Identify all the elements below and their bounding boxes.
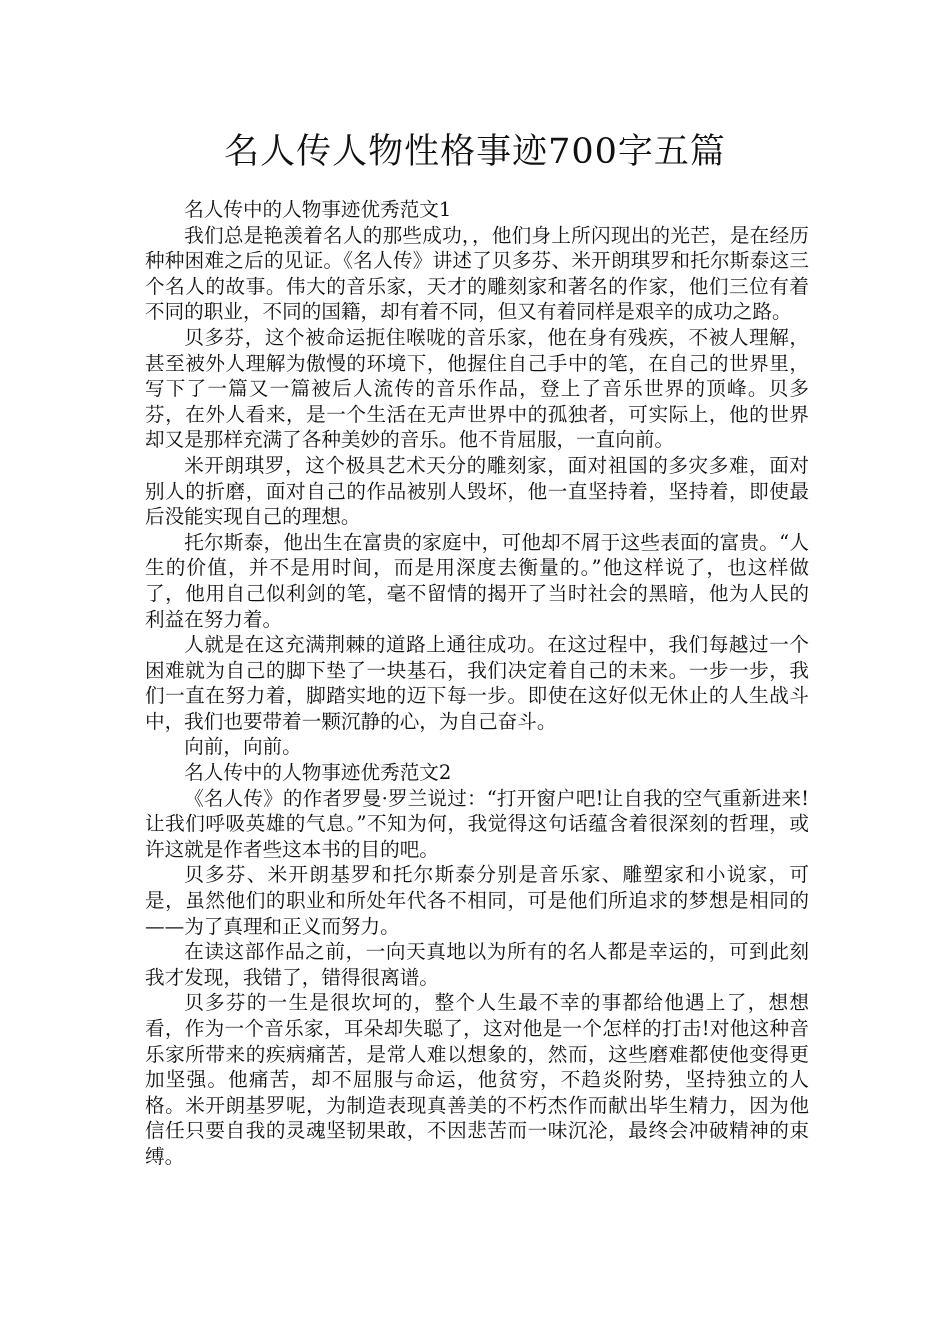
paragraph: 人就是在这充满荆棘的道路上通往成功。在这过程中，我们每越过一个困难就为自己的脚下垫了一块基石，我们决定着自己的未来。一步一步，我们一直在努力着，脚踏实地的迈下每一步。即使在这好似无休止的人生战斗中，我们也要带着一颗沉静的心，为自己奋斗。 <box>145 633 809 733</box>
paragraph: 贝多芬、米开朗基罗和托尔斯泰分别是音乐家、雕塑家和小说家，可是，虽然他们的职业和所处年代各不相同，可是他们所追求的梦想是相同的——为了真理和正义而努力。 <box>145 863 809 938</box>
paragraph: 向前，向前。 <box>184 735 302 759</box>
document-title: 名人传人物性格事迹700字五篇 <box>224 132 726 172</box>
document-body <box>145 197 809 1170</box>
paragraph: 《名人传》的作者罗曼·罗兰说过：“打开窗户吧!让自我的空气重新进来!让我们呼吸英雄的气息。”不知为何，我觉得这句话蕴含着很深刻的哲理，或许这就是作者些这本书的目的吧。 <box>145 786 809 861</box>
paragraph: 贝多芬，这个被命运扼住喉咙的音乐家，他在身有残疾，不被人理解，甚至被外人理解为傲慢的环境下，他握住自己手中的笔，在自己的世界里，写下了一篇又一篇被后人流传的音乐作品，登上了音乐世界的顶峰。贝多芬，在外人看来，是一个生活在无声世界中的孤独者，可实际上，他的世界却又是那样充满了各种美妙的音乐。他不肯屈服，一直向前。 <box>145 325 809 452</box>
section-heading: 名人传中的人物事迹优秀范文2 <box>184 761 452 785</box>
paragraph: 贝多芬的一生是很坎坷的，整个人生最不幸的事都给他遇上了，想想看，作为一个音乐家，耳朵却失聪了，这对他是一个怎样的打击!对他这种音乐家所带来的疾病痛苦，是常人难以想象的，然而，这些磨难都使他变得更加坚强。他痛苦，却不屈服与命运，他贫穷，不趋炎附势，坚持独立的人格。米开朗基罗呢，为制造表现真善美的不朽杰作而献出毕生精力，因为他信任只要自我的灵魂坚韧果敢，不因悲苦而一味沉沦，最终会冲破精神的束缚。 <box>145 991 809 1168</box>
paragraph: 在读这部作品之前，一向天真地以为所有的名人都是幸运的，可到此刻我才发现，我错了，错得很离谱。 <box>145 940 809 989</box>
paragraph: 米开朗琪罗，这个极具艺术天分的雕刻家，面对祖国的多灾多难，面对别人的折磨，面对自己的作品被别人毁坏，他一直坚持着，坚持着，即使最后没能实现自己的理想。 <box>145 453 809 529</box>
paragraph: 我们总是艳羡着名人的那些成功，，他们身上所闪现出的光芒，是在经历种种困难之后的见证。《名人传》讲述了贝多芬、米开朗琪罗和托尔斯泰这三个名人的故事。伟大的音乐家，天才的雕刻家和著名的作家，他们三位有着不同的职业，不同的国籍，却有着不同，但又有着同样是艰辛的成功之路。 <box>145 223 809 324</box>
paragraph: 托尔斯泰，他出生在富贵的家庭中，可他却不屑于这些表面的富贵。“人生的价值，并不是用时间，而是用深度去衡量的。”他这样说了，也这样做了，他用自己似利剑的笔，毫不留情的揭开了当时社会的黑暗，他为人民的利益在努力着。 <box>145 530 809 631</box>
section-heading: 名人传中的人物事迹优秀范文1 <box>184 198 452 221</box>
